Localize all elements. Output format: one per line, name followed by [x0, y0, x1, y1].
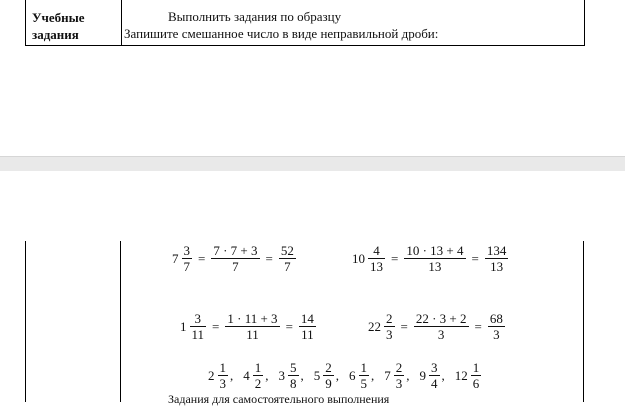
denominator: 3 [437, 327, 445, 342]
whole-part: 1 [180, 318, 187, 334]
task-table-top [25, 0, 585, 46]
expression-fraction [414, 311, 469, 342]
task-item [314, 360, 349, 391]
result-fraction [485, 243, 509, 274]
result-fraction [279, 243, 296, 274]
numerator: 1 · 11 + 3 [227, 311, 278, 326]
numerator: 3 [431, 360, 438, 375]
tasks-row [208, 360, 493, 391]
denominator: 2 [254, 376, 262, 391]
numerator: 2 [386, 311, 393, 326]
denominator: 7 [284, 259, 291, 274]
fraction [218, 360, 229, 391]
denominator: 7 [232, 259, 239, 274]
numerator: 1 [360, 360, 367, 375]
denominator: 11 [246, 327, 259, 342]
whole-part: 10 [352, 250, 365, 266]
whole-part: 3 [278, 367, 285, 383]
denominator: 3 [219, 376, 226, 391]
task-item [243, 360, 278, 391]
numerator: 1 [472, 360, 480, 375]
denominator: 6 [472, 376, 480, 391]
denominator: 4 [431, 376, 438, 391]
task-separator: , [265, 367, 269, 383]
numerator: 22 · 3 + 2 [415, 311, 467, 326]
denominator: 11 [191, 327, 205, 342]
whole-part: 22 [368, 318, 381, 334]
mixed-number [180, 311, 208, 342]
fraction [323, 360, 334, 391]
example-3 [180, 311, 318, 342]
numerator: 3 [194, 311, 202, 326]
expression-fraction [225, 311, 279, 342]
numerator: 5 [290, 360, 297, 375]
fraction [253, 360, 264, 391]
result-fraction [299, 311, 316, 342]
task-item [384, 360, 419, 391]
denominator: 3 [493, 327, 500, 342]
mixed-number [352, 243, 387, 274]
table-column-divider [121, 0, 122, 45]
whole-part: 7 [172, 250, 179, 266]
instruction-line1: Выполнить задания по образцу [168, 9, 342, 24]
example-1 [172, 243, 298, 274]
equals-sign: = [285, 318, 293, 334]
equals-sign: = [474, 318, 482, 334]
whole-part: 9 [419, 367, 426, 383]
denominator: 13 [490, 259, 504, 274]
denominator: 8 [290, 376, 297, 391]
task-separator: , [300, 367, 304, 383]
denominator: 5 [360, 376, 367, 391]
fraction [190, 311, 207, 342]
page-bottom [0, 171, 625, 406]
whole-part: 4 [243, 367, 250, 383]
numerator: 4 [373, 243, 380, 258]
page-gap [0, 156, 625, 172]
fraction [359, 360, 370, 391]
result-fraction [488, 311, 505, 342]
equals-sign: = [198, 250, 206, 266]
whole-part: 12 [454, 367, 468, 383]
expression-fraction [211, 243, 259, 274]
whole-part: 2 [208, 367, 215, 383]
task-item [279, 360, 314, 391]
numerator: 68 [489, 311, 503, 326]
equals-sign: = [400, 318, 408, 334]
denominator: 9 [325, 376, 332, 391]
example-4 [368, 311, 507, 342]
task-separator: , [335, 367, 339, 383]
denominator: 13 [428, 259, 442, 274]
mixed-number [368, 311, 397, 342]
equals-sign: = [391, 250, 399, 266]
numerator: 134 [486, 243, 507, 258]
whole-part: 6 [349, 367, 356, 383]
task-separator: , [441, 367, 445, 383]
numerator: 1 [219, 360, 226, 375]
task-item [208, 360, 243, 391]
whole-part: 7 [384, 367, 391, 383]
numerator: 7 · 7 + 3 [213, 243, 258, 258]
denominator: 13 [370, 259, 383, 274]
task-label [32, 9, 85, 43]
denominator: 7 [183, 259, 190, 274]
fraction [182, 243, 193, 274]
whole-part: 5 [313, 367, 321, 383]
task-separator: , [406, 367, 410, 383]
equals-sign: = [212, 318, 220, 334]
numerator: 1 [254, 360, 262, 375]
denominator: 3 [395, 376, 403, 391]
fraction [471, 360, 482, 391]
numerator: 10 · 13 + 4 [406, 243, 464, 258]
fraction [288, 360, 299, 391]
numerator: 14 [300, 311, 314, 326]
fraction [394, 360, 405, 391]
example-2 [352, 243, 510, 274]
task-separator: , [371, 367, 375, 383]
denominator: 3 [386, 327, 393, 342]
fraction [368, 243, 385, 274]
page-top [0, 0, 625, 156]
fraction [384, 311, 395, 342]
self-study-heading: Задания для самостоятельного выполнения [168, 392, 390, 406]
task-label-line1: Учебные [32, 10, 85, 25]
task-label-line2: задания [32, 27, 79, 42]
numerator: 2 [325, 360, 332, 375]
table-column-divider-bottom [120, 241, 121, 402]
numerator: 2 [395, 360, 403, 375]
table-left-border [25, 241, 26, 402]
task-separator: , [230, 367, 234, 383]
task-item [455, 360, 494, 391]
numerator: 3 [183, 243, 190, 258]
instruction-line2: Запишите смешанное число в виде неправильной дроби: [124, 26, 439, 41]
expression-fraction [404, 243, 465, 274]
task-item [349, 360, 384, 391]
denominator: 11 [301, 327, 314, 342]
equals-sign: = [265, 250, 273, 266]
numerator: 52 [280, 243, 294, 258]
table-right-border [583, 241, 584, 402]
equals-sign: = [471, 250, 479, 266]
task-item [420, 360, 455, 391]
mixed-number [172, 243, 194, 274]
fraction [429, 360, 440, 391]
